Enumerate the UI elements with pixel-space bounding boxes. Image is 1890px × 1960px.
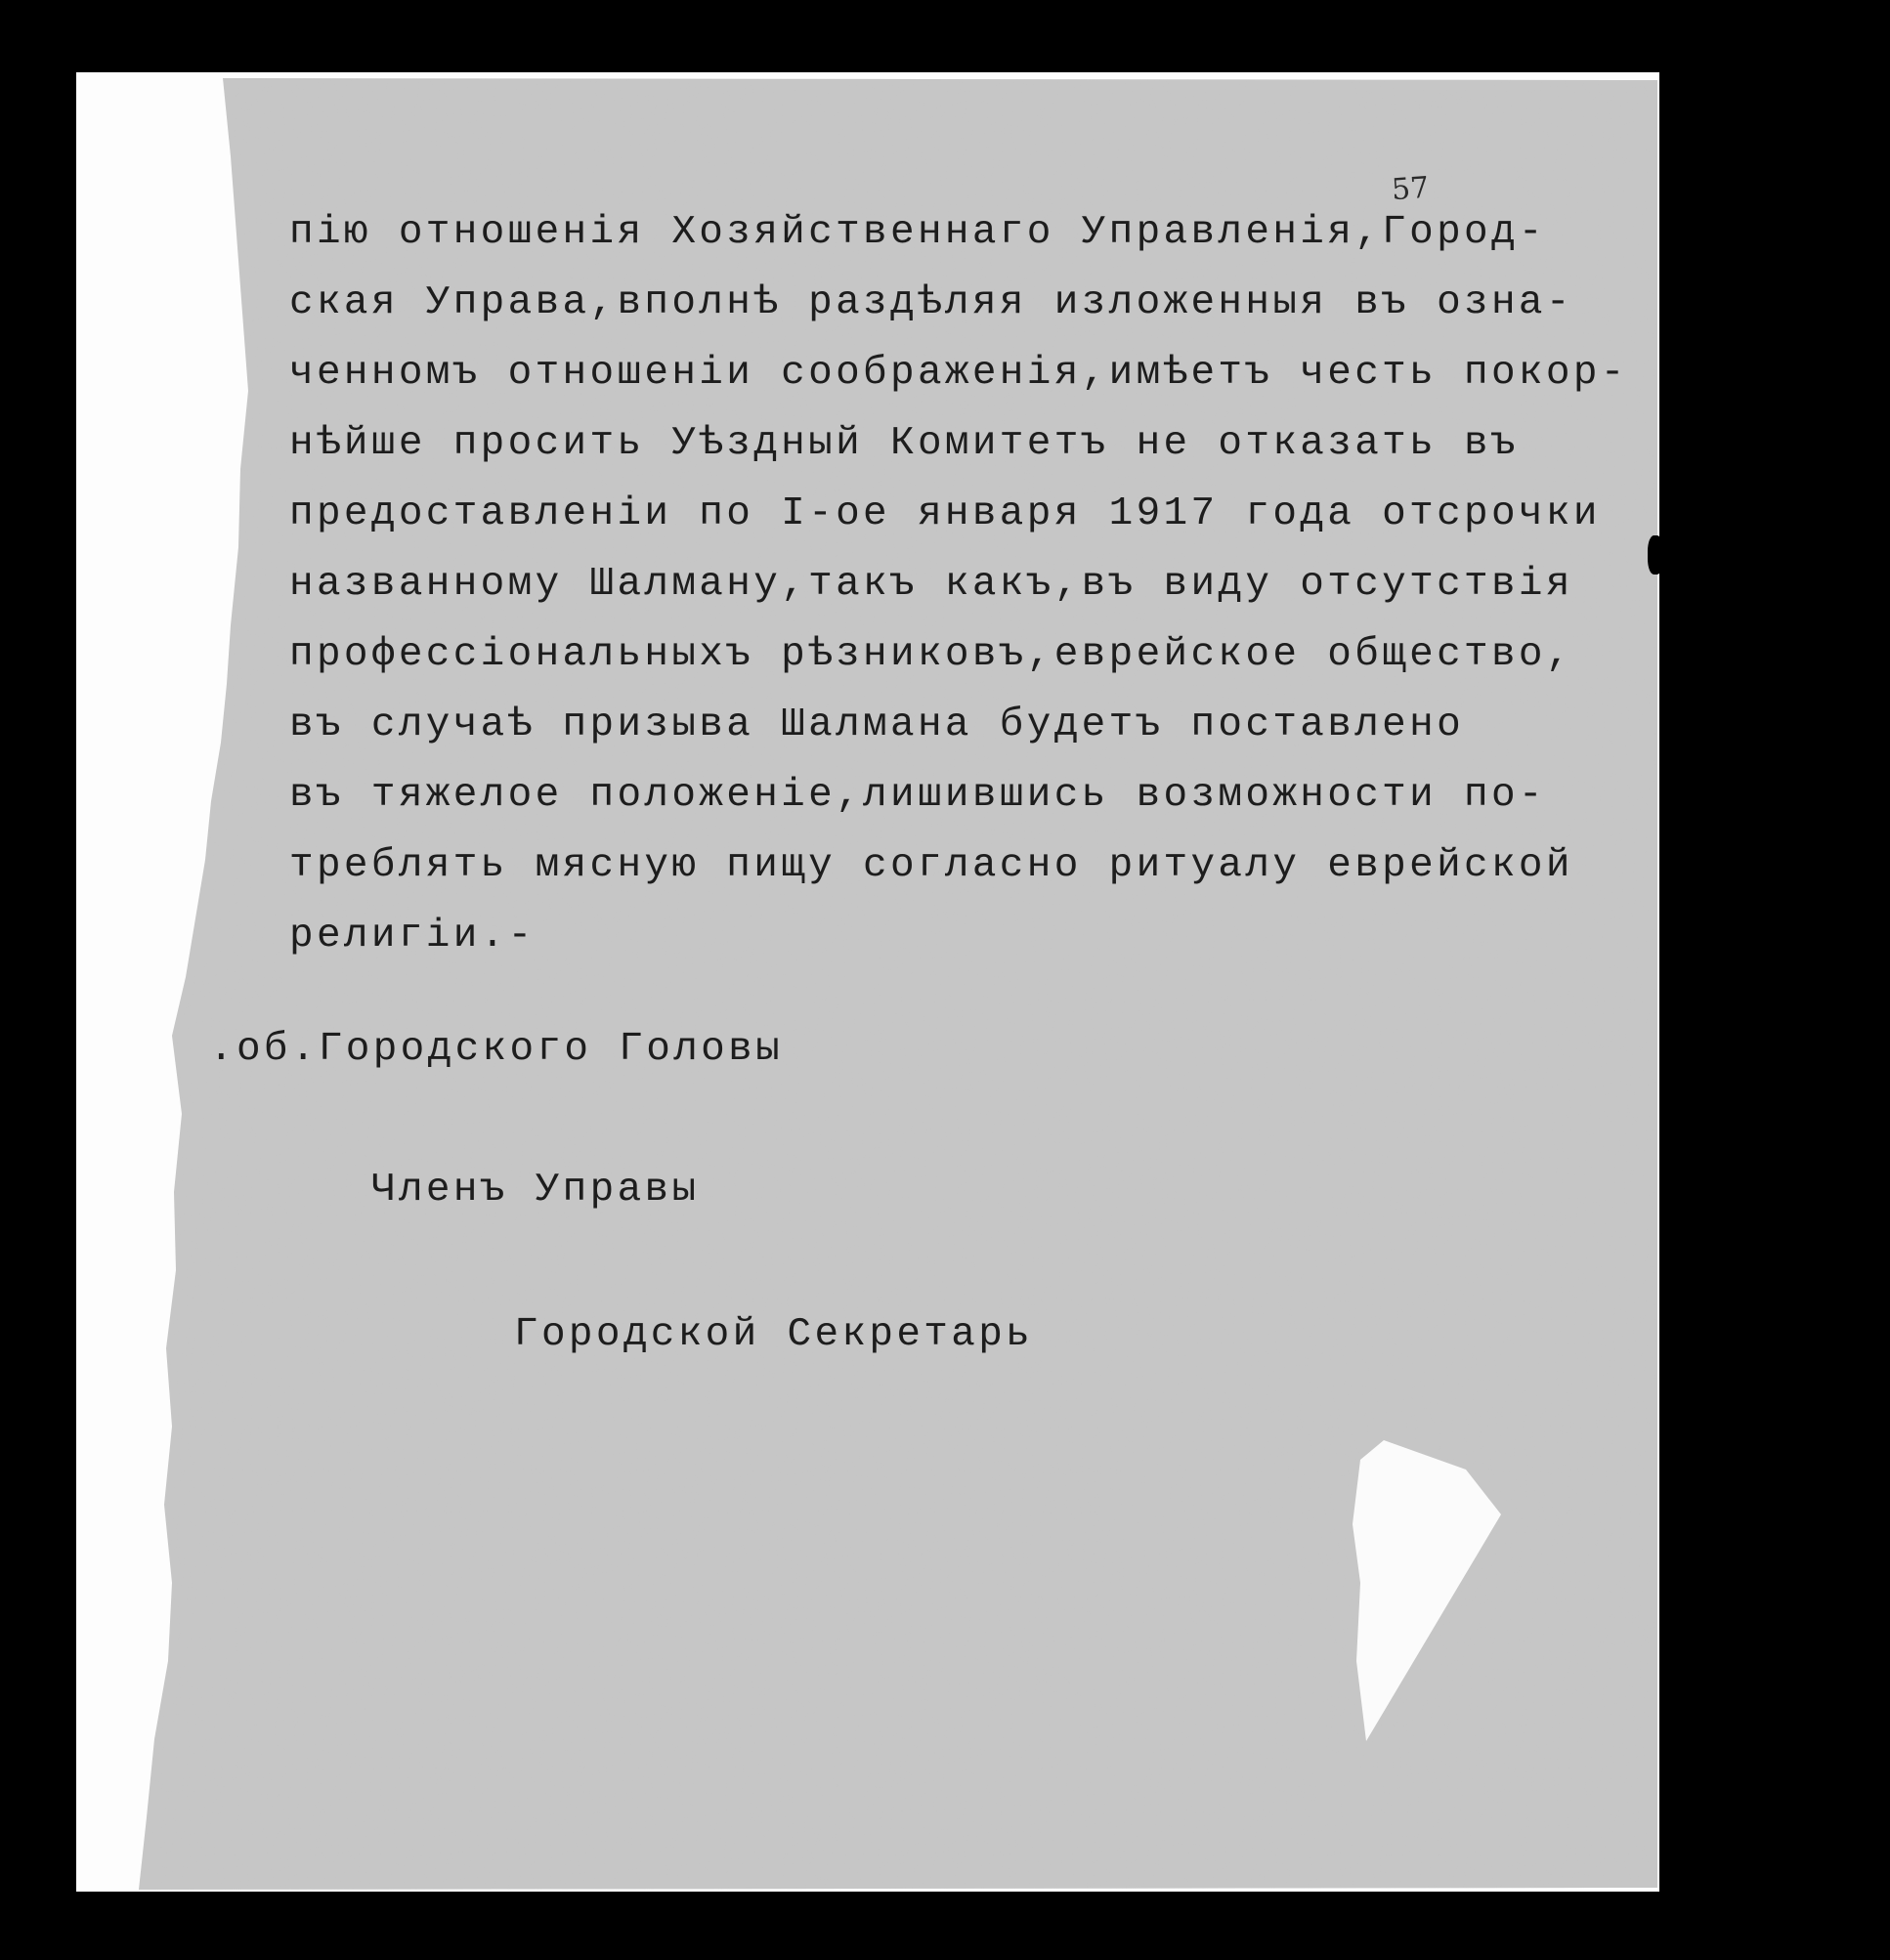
- signature-board-member: Членъ Управы: [371, 1168, 700, 1213]
- body-line-6: названному Шалману,такъ какъ,въ виду отсутствія: [289, 562, 1573, 607]
- body-line-1: пію отношенія Хозяйственнаго Управленія,Город-: [289, 210, 1546, 255]
- punch-hole-3: [1708, 1673, 1732, 1696]
- body-line-10: треблять мясную пищу согласно ритуалу еврейской: [289, 843, 1573, 888]
- signature-secretary: Городской Секретарь: [514, 1312, 1034, 1357]
- ink-blot: [1648, 535, 1663, 575]
- body-line-8: въ случаѣ призыва Шалмана будетъ поставлено: [289, 703, 1465, 747]
- punch-hole-1: [1738, 420, 1767, 449]
- body-line-3: ченномъ отношеніи соображенія,имѣетъ честь покор-: [289, 351, 1628, 396]
- body-line-7: профессіональныхъ рѣзниковъ,еврейское общество,: [289, 632, 1573, 677]
- page-number: 57: [1390, 170, 1431, 208]
- body-line-9: въ тяжелое положеніе,лишившись возможности по-: [289, 773, 1546, 818]
- signature-mayor: .об.Городского Головы: [209, 1027, 784, 1072]
- body-line-5: предоставленіи по I-ое января 1917 года отсрочки: [289, 491, 1601, 536]
- body-line-2: ская Управа,вполнѣ раздѣляя изложенныя въ озна-: [289, 280, 1573, 325]
- body-line-4: нѣйше просить Уѣздный Комитетъ не отказать въ: [289, 421, 1519, 466]
- body-line-11: религіи.-: [289, 914, 536, 959]
- punch-hole-2: [1722, 1063, 1749, 1090]
